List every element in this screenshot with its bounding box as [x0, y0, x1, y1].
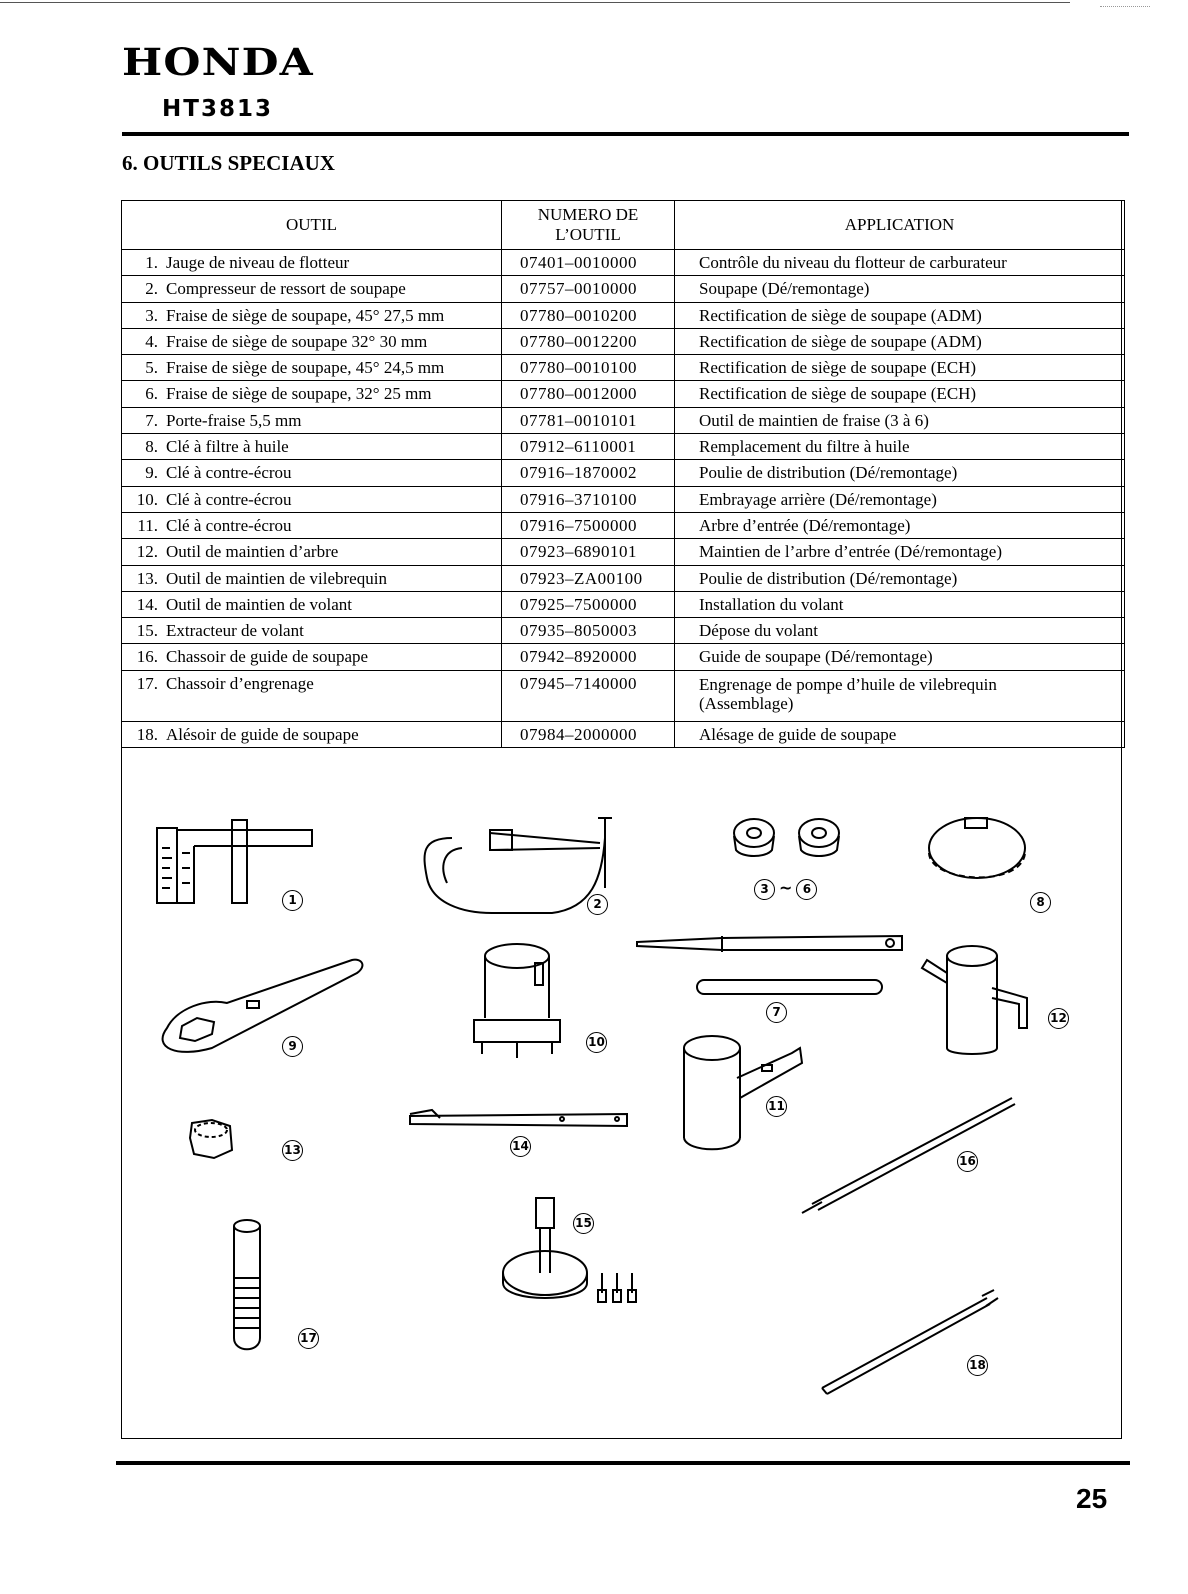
- tool-name: Fraise de siège de soupape 32° 30 mm: [166, 331, 428, 351]
- tool-cell: [122, 512, 502, 538]
- tool-cell: [122, 486, 502, 512]
- tool-cell: [122, 355, 502, 381]
- row-number: 14.: [136, 594, 158, 614]
- table-row: [122, 276, 1125, 302]
- tool-application: Embrayage arrière (Dé/remontage): [675, 486, 1125, 512]
- tool-name: Clé à filtre à huile: [166, 437, 289, 457]
- callout-17: 17: [298, 1328, 319, 1349]
- oil-filter-wrench-drawing: [929, 818, 1025, 878]
- tool-code: 07923–ZA00100: [502, 565, 675, 591]
- table-header-row: [122, 201, 1125, 250]
- tool-code: 07916–3710100: [502, 486, 675, 512]
- column-header-number-line2: L’OUTIL: [555, 225, 621, 244]
- row-number: 12.: [136, 542, 158, 562]
- table-row: [122, 644, 1125, 670]
- tool-code: 07757–0010000: [502, 276, 675, 302]
- row-number: 10.: [136, 489, 158, 509]
- tool-cell: [122, 276, 502, 302]
- row-number: 5.: [145, 358, 158, 378]
- tool-cell: [122, 591, 502, 617]
- tools-illustration: [122, 758, 1120, 1438]
- table-row: [122, 328, 1125, 354]
- tool-application: Rectification de siège de soupape (ADM): [675, 328, 1125, 354]
- callout-12: 12: [1048, 1008, 1069, 1029]
- tool-code: 07923–6890101: [502, 539, 675, 565]
- callout-range-3-6: [754, 878, 817, 900]
- row-number: 13.: [136, 568, 158, 588]
- tool-code: 07916–7500000: [502, 512, 675, 538]
- tool-name: Fraise de siège de soupape, 32° 25 mm: [166, 384, 432, 404]
- tool-code: 07780–0010100: [502, 355, 675, 381]
- callout-3: 3: [754, 879, 775, 900]
- callout-15: 15: [573, 1213, 594, 1234]
- table-row: [122, 302, 1125, 328]
- table-row: [122, 250, 1125, 276]
- row-number: 15.: [136, 621, 158, 641]
- tools-drawing: [122, 758, 1120, 1438]
- tool-name: Clé à contre-écrou: [166, 515, 292, 535]
- tool-name: Clé à contre-écrou: [166, 489, 292, 509]
- tool-name: Jauge de niveau de flotteur: [166, 253, 350, 272]
- tool-cell: [122, 539, 502, 565]
- tool-cell: [122, 381, 502, 407]
- row-number: 9.: [145, 463, 158, 483]
- row-number: 1.: [145, 253, 158, 272]
- row-number: 3.: [145, 305, 158, 325]
- row-number: 7.: [145, 410, 158, 430]
- callout-2: 2: [587, 894, 608, 915]
- tool-name: Outil de maintien de volant: [166, 594, 353, 614]
- valve-guide-driver-drawing: [802, 1098, 1015, 1213]
- tool-application: [675, 670, 1125, 721]
- table-row: [122, 512, 1125, 538]
- tool-name: Outil de maintien d’arbre: [166, 542, 339, 562]
- column-header-number-line1: NUMERO DE: [537, 205, 639, 224]
- tool-application: Outil de maintien de fraise (3 à 6): [675, 407, 1125, 433]
- tool-cell: [122, 644, 502, 670]
- tool-name: Chassoir d’engrenage: [166, 673, 314, 693]
- cutter-holder-drawing: [637, 936, 902, 994]
- callout-16: 16: [957, 1151, 978, 1172]
- tool-application: Poulie de distribution (Dé/remontage): [675, 460, 1125, 486]
- table-row: [122, 591, 1125, 617]
- tool-application-line2: (Assemblage): [699, 693, 794, 713]
- callout-13: 13: [282, 1140, 303, 1161]
- tool-cell: [122, 302, 502, 328]
- table-row: [122, 721, 1125, 747]
- tool-code: 07781–0010101: [502, 407, 675, 433]
- row-number: 18.: [136, 724, 158, 744]
- special-tools-table: [121, 200, 1125, 748]
- tool-cell: [122, 618, 502, 644]
- callout-11: 11: [766, 1096, 787, 1117]
- brand-logo: HONDA: [122, 40, 314, 84]
- callout-9: 9: [282, 1036, 303, 1057]
- table-row: [122, 407, 1125, 433]
- tool-cell: [122, 460, 502, 486]
- tool-code: 07780–0012000: [502, 381, 675, 407]
- tool-application: Arbre d’entrée (Dé/remontage): [675, 512, 1125, 538]
- tool-name: Fraise de siège de soupape, 45° 27,5 mm: [166, 305, 445, 325]
- tool-code: 07935–8050003: [502, 618, 675, 644]
- callout-1: 1: [282, 890, 303, 911]
- tool-application-line1: Engrenage de pompe d’huile de vilebrequin: [699, 674, 997, 694]
- tool-application: Poulie de distribution (Dé/remontage): [675, 565, 1125, 591]
- page-number: 25: [1076, 1483, 1108, 1514]
- callout-10: 10: [586, 1032, 607, 1053]
- flywheel-holder-drawing: [410, 1110, 627, 1126]
- row-number: 8.: [145, 437, 158, 457]
- table-row: [122, 460, 1125, 486]
- crankshaft-holder-drawing: [190, 1120, 232, 1158]
- tool-code: 07984–2000000: [502, 721, 675, 747]
- row-number: 2.: [145, 279, 158, 299]
- lock-nut-wrench-11-drawing: [684, 1036, 802, 1149]
- model-label: HT3813: [162, 96, 273, 122]
- column-header-number: [502, 201, 675, 250]
- callout-7: 7: [766, 1002, 787, 1023]
- callout-14: 14: [510, 1136, 531, 1157]
- tool-application: Rectification de siège de soupape (ECH): [675, 381, 1125, 407]
- tool-name: Fraise de siège de soupape, 45° 24,5 mm: [166, 358, 445, 378]
- tool-code: 07916–1870002: [502, 460, 675, 486]
- tool-code: 07912–6110001: [502, 434, 675, 460]
- table-row: [122, 618, 1125, 644]
- gear-driver-drawing: [234, 1220, 260, 1349]
- tool-name: Clé à contre-écrou: [166, 463, 292, 483]
- tool-application: Guide de soupape (Dé/remontage): [675, 644, 1125, 670]
- tool-cell: [122, 721, 502, 747]
- tool-code: 07925–7500000: [502, 591, 675, 617]
- callout-18: 18: [967, 1355, 988, 1376]
- top-dotted-mark: [1100, 6, 1150, 7]
- callout-8: 8: [1030, 892, 1051, 913]
- tool-application: Soupape (Dé/remontage): [675, 276, 1125, 302]
- tool-cell: [122, 328, 502, 354]
- table-row: [122, 434, 1125, 460]
- table-row: [122, 670, 1125, 721]
- tool-code: 07945–7140000: [502, 670, 675, 721]
- table-row: [122, 565, 1125, 591]
- section-title: 6. OUTILS SPECIAUX: [122, 151, 335, 175]
- column-header-tool: OUTIL: [122, 201, 502, 250]
- valve-guide-reamer-drawing: [822, 1290, 998, 1394]
- tool-application: Contrôle du niveau du flotteur de carburateur: [675, 250, 1125, 276]
- lock-nut-wrench-10-drawing: [474, 944, 560, 1058]
- valve-spring-compressor-drawing: [425, 818, 612, 913]
- table-row: [122, 486, 1125, 512]
- tool-cell: [122, 407, 502, 433]
- column-header-application: APPLICATION: [675, 201, 1125, 250]
- tool-name: Compresseur de ressort de soupape: [166, 279, 406, 299]
- row-number: 16.: [136, 647, 158, 667]
- tool-code: 07401–0010000: [502, 250, 675, 276]
- tool-code: 07780–0010200: [502, 302, 675, 328]
- tool-application: Rectification de siège de soupape (ADM): [675, 302, 1125, 328]
- tool-application: Maintien de l’arbre d’entrée (Dé/remontage): [675, 539, 1125, 565]
- tool-application: Installation du volant: [675, 591, 1125, 617]
- tool-application: Rectification de siège de soupape (ECH): [675, 355, 1125, 381]
- tool-cell: [122, 250, 502, 276]
- tool-name: Porte-fraise 5,5 mm: [166, 410, 302, 430]
- row-number: 4.: [145, 331, 158, 351]
- row-number: 11.: [137, 515, 158, 535]
- lock-nut-wrench-9-drawing: [163, 960, 363, 1052]
- table-row: [122, 539, 1125, 565]
- tool-name: Alésoir de guide de soupape: [166, 724, 359, 744]
- callout-6: 6: [796, 879, 817, 900]
- footer-rule: [116, 1461, 1130, 1465]
- table-body: [122, 250, 1125, 748]
- tool-name: Extracteur de volant: [166, 621, 304, 641]
- tool-name: Chassoir de guide de soupape: [166, 647, 369, 667]
- tool-code: 07780–0012200: [502, 328, 675, 354]
- tool-code: 07942–8920000: [502, 644, 675, 670]
- tool-application: Alésage de guide de soupape: [675, 721, 1125, 747]
- tool-application: Dépose du volant: [675, 618, 1125, 644]
- row-number: 17.: [136, 673, 158, 693]
- tool-cell: [122, 670, 502, 721]
- tool-name: Outil de maintien de vilebrequin: [166, 568, 387, 588]
- callout-range-separator: ~: [779, 878, 793, 897]
- table-row: [122, 381, 1125, 407]
- tool-application: Remplacement du filtre à huile: [675, 434, 1125, 460]
- tool-cell: [122, 434, 502, 460]
- row-number: 6.: [145, 384, 158, 404]
- top-border-line: [0, 2, 1070, 3]
- tool-cell: [122, 565, 502, 591]
- valve-seat-cutters-drawing: [734, 819, 839, 856]
- flywheel-puller-drawing: [503, 1198, 636, 1302]
- shaft-holder-drawing: [922, 946, 1027, 1054]
- table-row: [122, 355, 1125, 381]
- header-rule: [122, 132, 1129, 136]
